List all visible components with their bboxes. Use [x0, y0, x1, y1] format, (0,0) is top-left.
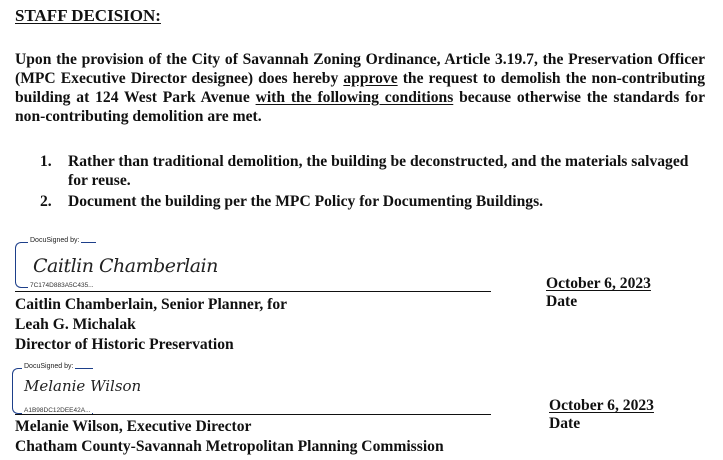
condition-text: Document the building per the MPC Policy for Documenting Buildings. — [68, 193, 544, 210]
date-label: Date — [549, 415, 581, 432]
condition-number: 2. — [40, 193, 52, 210]
decision-paragraph — [15, 50, 705, 126]
envelope-id: 7C174D883A5C435... — [30, 282, 94, 289]
signatory-block — [15, 295, 287, 355]
envelope-id: A1B98DC12DEE42A... — [24, 407, 91, 414]
condition-item — [40, 152, 708, 190]
signature-rule — [15, 291, 491, 292]
paragraph-part3: because otherwise the standards for non-contributing demolition are met. — [15, 89, 705, 125]
signature-image: Caitlin Chamberlain — [33, 255, 218, 277]
paragraph-part1: Upon the provision of the City of Savannah Zoning Ordinance, Article 3.19.7, the Preservation Officer (MPC Executive Director designee) does hereby — [15, 51, 705, 87]
conditions-list — [40, 152, 708, 213]
signature-date — [546, 275, 651, 311]
signatory-title-line: Director of Historic Preservation — [15, 336, 234, 353]
signatory-block — [15, 417, 444, 457]
signatory-for-line: Leah G. Michalak — [15, 316, 136, 333]
condition-text: Rather than traditional demolition, the building be deconstructed, and the materials salvaged for reuse. — [68, 153, 689, 189]
conditions-phrase: with the following conditions — [255, 89, 454, 106]
signature-date — [549, 397, 654, 433]
docusigned-by-label: DocuSigned by: — [24, 363, 74, 370]
staff-decision-heading: STAFF DECISION: — [15, 6, 161, 25]
approve-word: approve — [343, 70, 398, 87]
paragraph-part2: the request to demolish the non-contributing building at 124 West Park Avenue — [15, 70, 705, 106]
date-value: October 6, 2023 — [546, 275, 651, 292]
condition-number: 1. — [40, 153, 52, 170]
signature-image: Melanie Wilson — [24, 377, 142, 395]
signatory-name-line: Caitlin Chamberlain, Senior Planner, for — [15, 296, 288, 313]
date-label: Date — [546, 293, 578, 310]
date-value: October 6, 2023 — [549, 397, 654, 414]
signatory-org-line: Chatham County-Savannah Metropolitan Planning Commission — [15, 438, 444, 455]
signatory-name-line: Melanie Wilson, Executive Director — [15, 418, 252, 435]
condition-item — [40, 192, 708, 211]
signature-rule — [15, 414, 491, 415]
docusigned-by-label: DocuSigned by: — [30, 237, 80, 244]
